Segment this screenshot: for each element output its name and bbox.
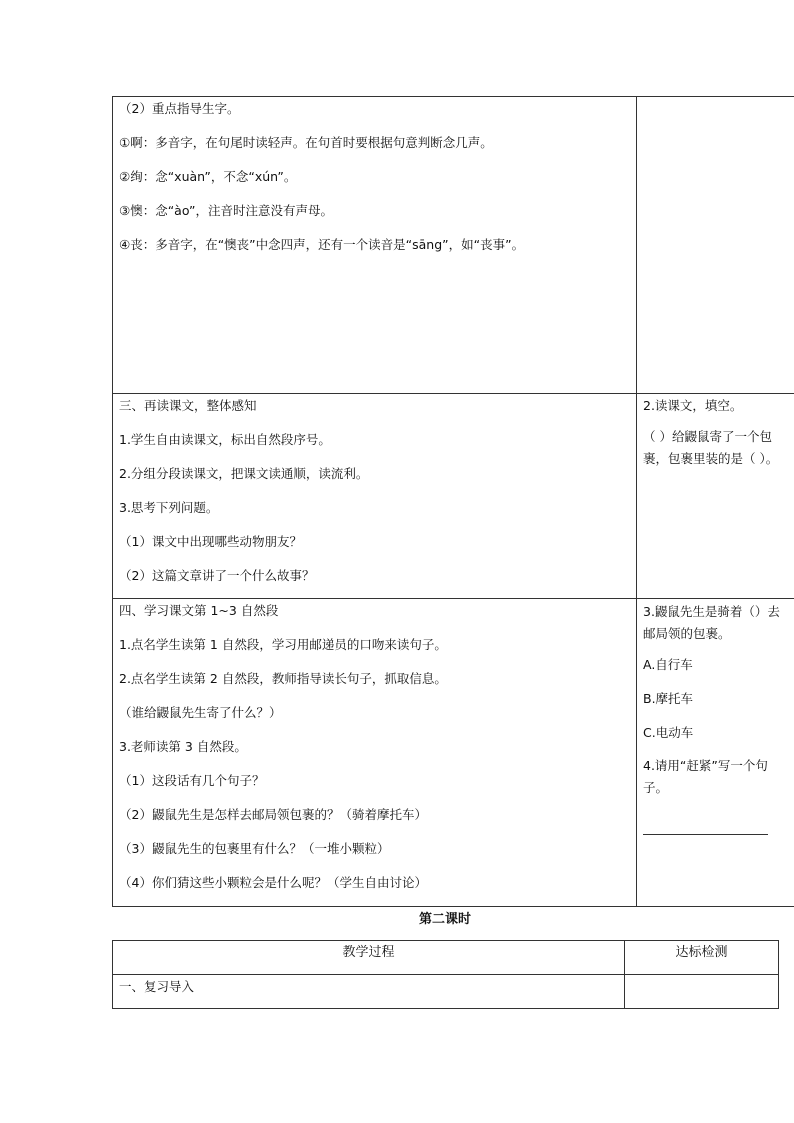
process-cell <box>113 97 637 394</box>
section-heading: 三、再读课文，整体感知 <box>119 398 257 413</box>
text-line: （2）这篇文章讲了一个什么故事？ <box>119 568 315 583</box>
exercise-question: 4.请用“赶紧”写一个句子。 <box>643 758 768 795</box>
process-cell <box>113 599 637 907</box>
option-c: C.电动车 <box>643 725 694 740</box>
text-line: 1.学生自由读课文，标出自然段序号。 <box>119 432 331 447</box>
exercise-title: 2.读课文，填空。 <box>643 398 743 413</box>
table-row <box>113 975 779 1009</box>
text-line: ②绚：念“xuàn”，不念“xún”。 <box>119 169 297 184</box>
text-line: （2）重点指导生字。 <box>119 101 240 116</box>
section-title: 第二课时 <box>418 912 471 927</box>
answer-blank-line <box>643 833 768 835</box>
text-line: ③懊：念“ào”，注音时注意没有声母。 <box>119 203 334 218</box>
text-line: （谁给鼹鼠先生寄了什么？） <box>119 705 282 720</box>
check-cell <box>625 975 779 1009</box>
process-cell <box>113 394 637 599</box>
process-cell <box>113 975 625 1009</box>
text-line: ①啊：多音字，在句尾时读轻声。在句首时要根据句意判断念几声。 <box>119 135 493 150</box>
table-header-row <box>113 941 779 975</box>
section-heading: 四、学习课文第 1~3 自然段 <box>119 603 279 618</box>
text-line: （1）课文中出现哪些动物朋友？ <box>119 534 302 549</box>
text-line: 2.分组分段读课文，把课文读通顺，读流利。 <box>119 466 369 481</box>
table-row <box>113 97 794 394</box>
option-b: B.摩托车 <box>643 691 694 706</box>
text-line: 1.点名学生读第 1 自然段，学习用邮递员的口吻来读句子。 <box>119 637 447 652</box>
text-line: （4）你们猜这些小颗粒会是什么呢？（学生自由讨论） <box>119 875 427 890</box>
check-cell <box>637 394 794 599</box>
fill-blank-exercise: （ ）给鼹鼠寄了一个包裹，包裹里装的是（ ）。 <box>643 429 779 466</box>
check-cell <box>637 97 794 394</box>
lesson-two-table <box>112 940 779 1009</box>
lesson-plan-table <box>112 96 794 907</box>
text-line: （2）鼹鼠先生是怎样去邮局领包裹的？（骑着摩托车） <box>119 807 427 822</box>
option-a: A.自行车 <box>643 657 693 672</box>
text-line: 2.点名学生读第 2 自然段，教师指导读长句子，抓取信息。 <box>119 671 447 686</box>
section-heading: 一、复习导入 <box>119 979 195 994</box>
text-line: 3.思考下列问题。 <box>119 500 219 515</box>
text-line: （1）这段话有几个句子？ <box>119 773 265 788</box>
column-header-check: 达标检测 <box>625 941 779 975</box>
table-row <box>113 394 794 599</box>
table-row <box>113 599 794 907</box>
check-cell <box>637 599 794 907</box>
column-header-process: 教学过程 <box>113 941 625 975</box>
text-line: （3）鼹鼠先生的包裹里有什么？（一堆小颗粒） <box>119 841 390 856</box>
exercise-question: 3.鼹鼠先生是骑着（）去邮局领的包裹。 <box>643 604 780 641</box>
text-line: 3.老师读第 3 自然段。 <box>119 739 247 754</box>
text-line: ④丧：多音字，在“懊丧”中念四声，还有一个读音是“sāng”，如“丧事”。 <box>119 237 525 252</box>
